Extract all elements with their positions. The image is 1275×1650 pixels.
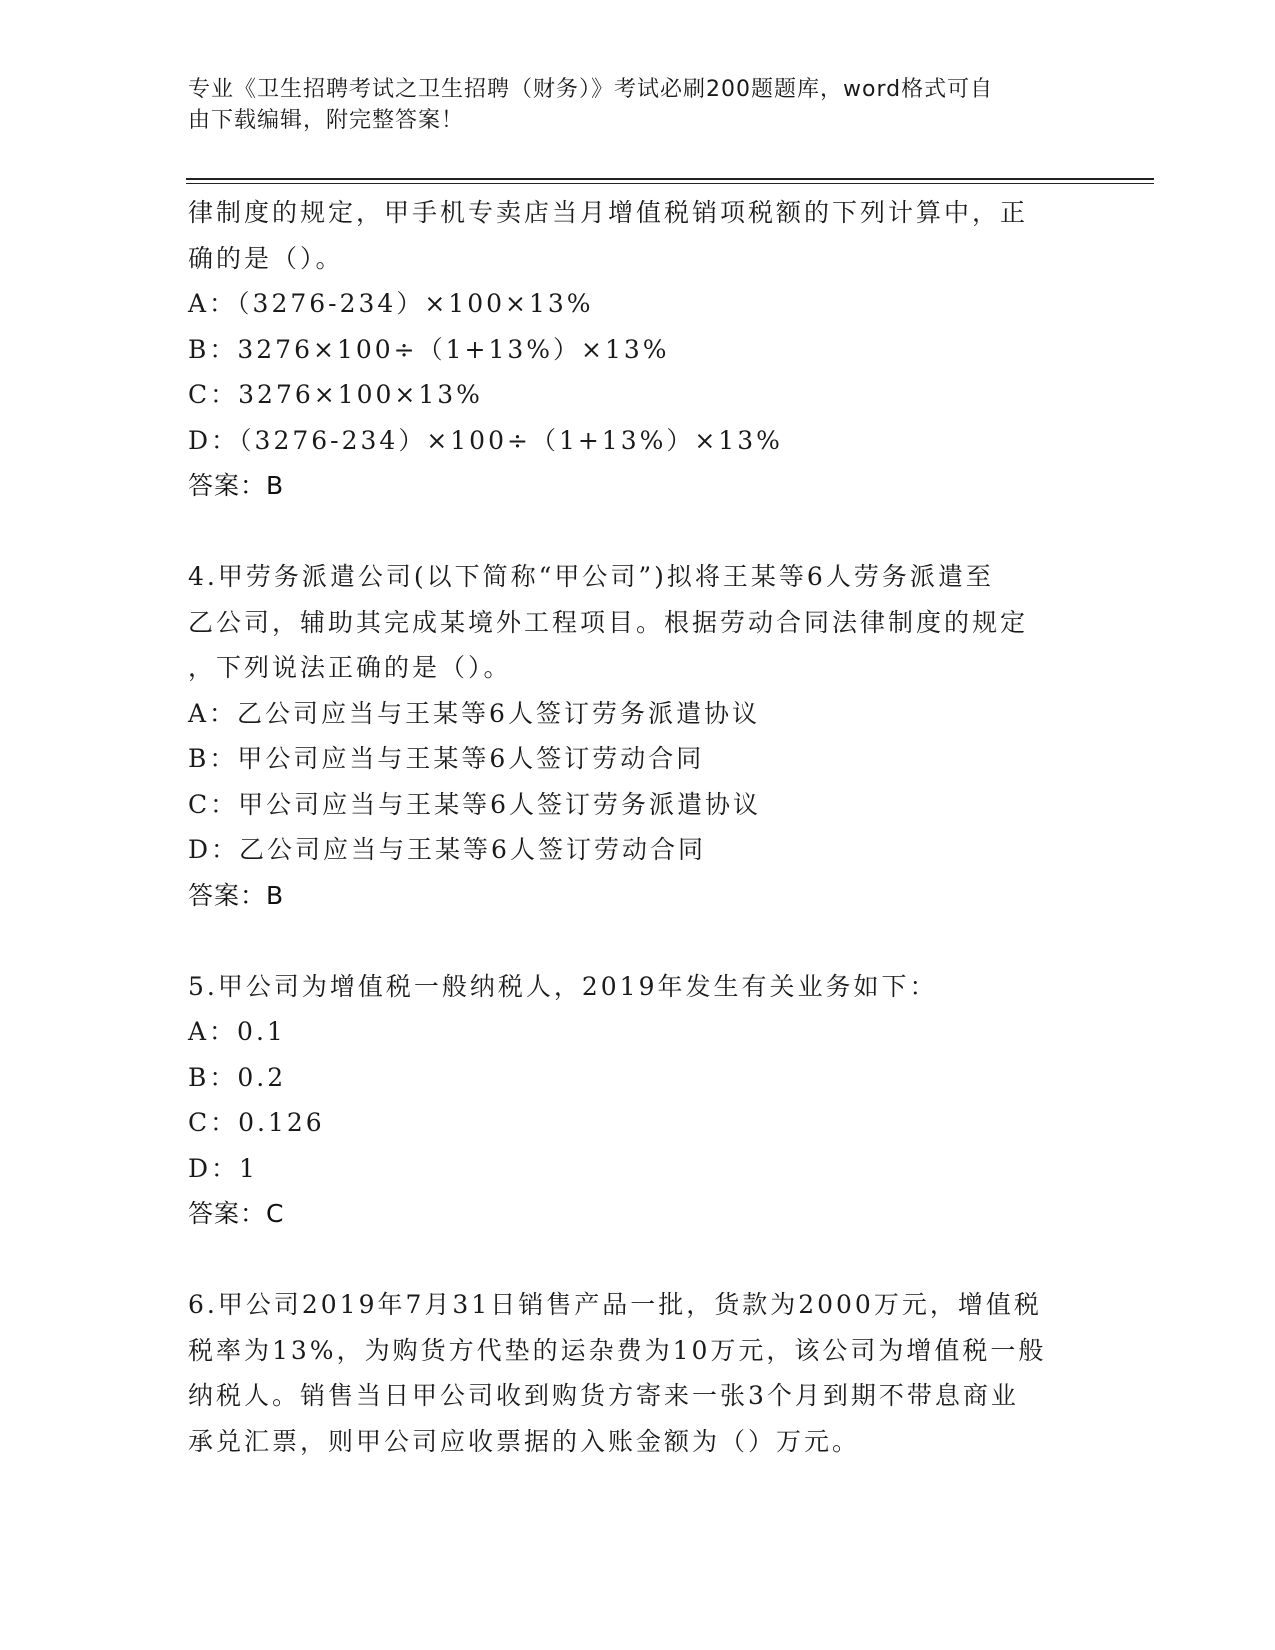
option-b: B：甲公司应当与王某等6人签订劳动合同 — [188, 744, 705, 773]
question-stem-line: 6.甲公司2019年7月31日销售产品一批，货款为2000万元，增值税 — [188, 1290, 1042, 1319]
option-b: B：3276×100÷（1+13%）×13% — [188, 334, 670, 364]
question-stem-line: ，下列说法正确的是（）。 — [188, 653, 512, 682]
question-content — [188, 190, 1088, 1464]
option-d: D：1 — [188, 1153, 258, 1183]
header-line-2: 由下载编辑，附完整答案！ — [188, 108, 465, 133]
question-stem-line: 承兑汇票，则甲公司应收票据的入账金额为（）万元。 — [188, 1426, 861, 1456]
question-3 — [188, 190, 1088, 509]
question-stem-line: 乙公司，辅助其完成某境外工程项目。根据劳动合同法律制度的规定 — [188, 607, 1029, 637]
spacer — [188, 509, 1088, 555]
option-d: D：乙公司应当与王某等6人签订劳动合同 — [188, 835, 706, 864]
option-a: A：乙公司应当与王某等6人签订劳务派遣协议 — [188, 698, 760, 728]
question-stem-line: 税率为13%，为购货方代垫的运杂费为10万元，该公司为增值税一般 — [188, 1335, 1047, 1365]
spacer — [188, 1237, 1088, 1283]
option-a: A：0.1 — [188, 1017, 286, 1046]
answer-line: 答案：B — [188, 880, 285, 910]
page-header — [188, 74, 1068, 136]
header-line-1: 专业《卫生招聘考试之卫生招聘（财务）》考试必刷200题题库，word格式可自 — [188, 77, 994, 102]
option-a: A：（3276-234）×100×13% — [188, 289, 594, 318]
option-b: B：0.2 — [188, 1062, 287, 1092]
answer-line: 答案：C — [188, 1199, 285, 1228]
answer-line: 答案：B — [188, 471, 285, 500]
option-c: C：3276×100×13% — [188, 380, 483, 409]
option-c: C：0.126 — [188, 1108, 325, 1137]
spacer — [188, 918, 1088, 964]
question-stem-line: 确的是（）。 — [188, 243, 344, 273]
question-4 — [188, 554, 1088, 918]
question-6 — [188, 1282, 1088, 1464]
option-c: C：甲公司应当与王某等6人签订劳务派遣协议 — [188, 789, 762, 819]
header-divider-thin — [186, 183, 1154, 184]
option-d: D：（3276-234）×100÷（1+13%）×13% — [188, 425, 783, 455]
question-stem-line: 5.甲公司为增值税一般纳税人，2019年发生有关业务如下： — [188, 971, 938, 1001]
question-stem-line: 4.甲劳务派遣公司(以下简称“甲公司”)拟将王某等6人劳务派遣至 — [188, 562, 994, 591]
question-stem-line: 纳税人。销售当日甲公司收到购货方寄来一张3个月到期不带息商业 — [188, 1381, 1019, 1410]
header-divider-thick — [186, 178, 1154, 180]
question-stem-line: 律制度的规定，甲手机专卖店当月增值税销项税额的下列计算中，正 — [188, 198, 1029, 227]
question-5 — [188, 964, 1088, 1237]
